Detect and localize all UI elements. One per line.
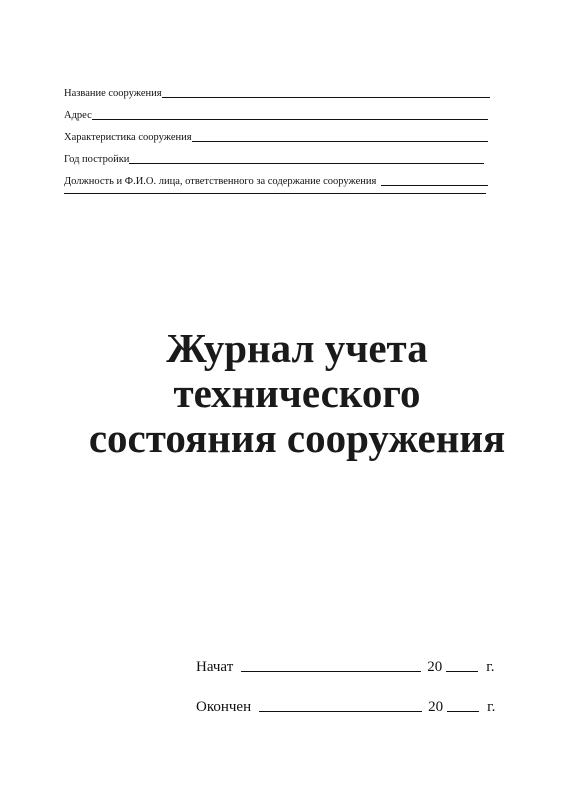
characteristics-blank-line [192,140,488,142]
address-field [64,100,490,122]
start-date-row [196,654,516,676]
title-line-1: Журнал учета [166,325,428,371]
journal-dates [196,654,516,716]
end-date-row [196,694,516,716]
responsible-person-field [64,166,490,188]
address-blank-line [92,118,488,120]
end-date-year-suffix: г. [487,699,496,715]
start-date-label: Начат [196,659,234,675]
start-date-century: 20 [427,659,443,675]
structure-name-blank-line [162,96,490,98]
structure-info-fields [64,78,490,194]
start-date-blank-line [241,670,421,672]
end-date-label: Окончен [196,699,252,715]
end-date-year-blank [447,710,479,712]
characteristics-label: Характеристика сооружения [64,132,192,143]
start-date-year-blank [446,670,478,672]
characteristics-field [64,122,490,144]
address-label: Адрес [64,110,92,121]
construction-year-blank-line [129,162,484,164]
responsible-person-label: Должность и Ф.И.О. лица, ответственного за содержание сооружения [64,176,377,187]
title-line-2: технического [173,370,421,416]
responsible-person-extra-line [64,192,486,194]
construction-year-label: Год постройки [64,154,130,165]
end-date-century: 20 [428,699,444,715]
title-line-3: состояния сооружения [88,415,506,461]
structure-name-label: Название сооружения [64,88,162,99]
construction-year-field [64,144,490,166]
journal-title [0,326,563,461]
start-date-year-suffix: г. [486,659,495,675]
end-date-blank-line [259,710,422,712]
responsible-person-blank-line [381,184,488,186]
structure-name-field [64,78,490,100]
